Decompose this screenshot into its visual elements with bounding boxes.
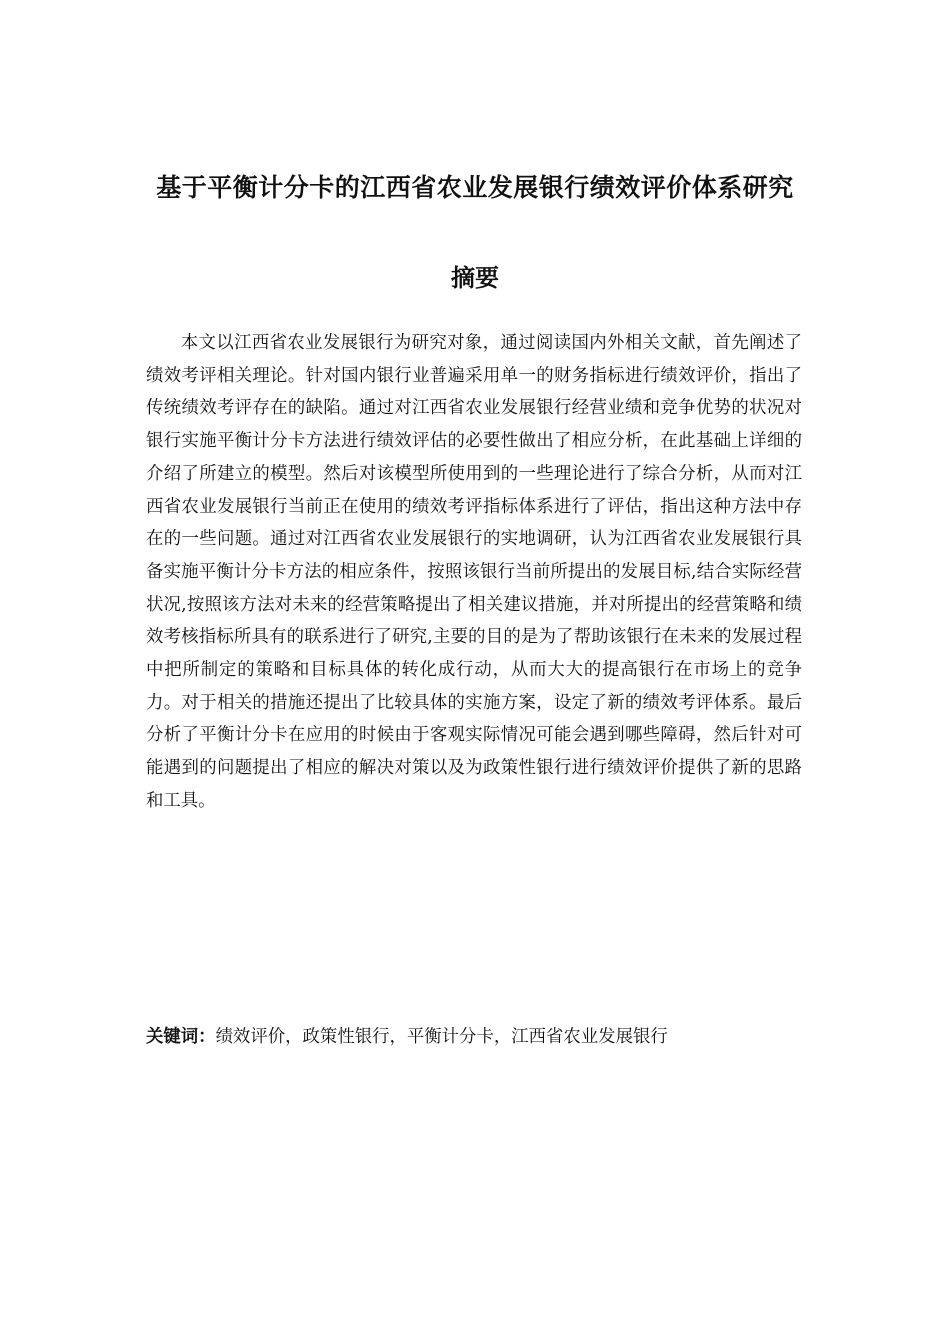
document-title: 基于平衡计分卡的江西省农业发展银行绩效评价体系研究 <box>156 173 794 202</box>
keywords-label: 关键词： <box>146 1027 216 1047</box>
abstract-heading: 摘要 <box>451 264 499 292</box>
keywords-text: 绩效评价，政策性银行，平衡计分卡，江西省农业发展银行 <box>215 1027 668 1047</box>
abstract-body: 本文以江西省农业发展银行为研究对象，通过阅读国内外相关文献，首先阐述了绩效考评相关理论。针对国内银行业普遍采用单一的财务指标进行绩效评价，指出了传统绩效考评存在的缺陷。通过对江西省农业发展银行经营业绩和竞争优势的状况对银行实施平衡计分卡方法进行绩效评估的必要性做出了相应分析，在此基础上详细的介绍了所建立的模型。然后对该模型所使用到的一些理论进行了综合分析，从而对江西省农业发展银行当前正在使用的绩效考评指标体系进行了评估，指出这种方法中存在的一些问题。通过对江西省农业发展银行的实地调研，认为江西省农业发展银行具备实施平衡计分卡方法的相应条件，按照该银行当前所提出的发展目标,结合实际经营状况,按照该方法对未来的经营策略提出了相关建议措施，并对所提出的经营策略和绩效考核指标所具有的联系进行了研究,主要的目的是为了帮助该银行在未来的发展过程中把所制定的策略和目标具体的转化成行动，从而大大的提高银行在市场上的竞争力。对于相关的措施还提出了比较具体的实施方案，设定了新的绩效考评体系。最后分析了平衡计分卡在应用的时候由于客观实际情况可能会遇到哪些障碍，然后针对可能遇到的问题提出了相应的解决对策以及为政策性银行进行绩效评价提供了新的思路和工具。 <box>146 333 802 811</box>
keywords-line <box>146 1021 802 1053</box>
